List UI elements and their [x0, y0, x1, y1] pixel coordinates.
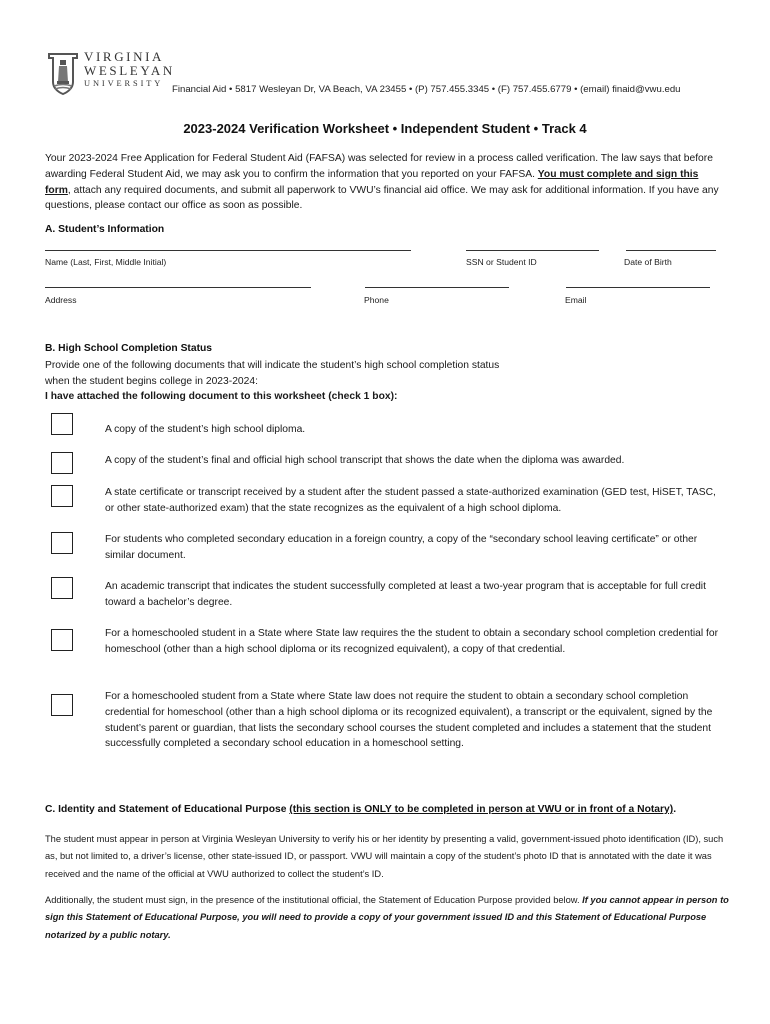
section-b-intro-2: when the student begins college in 2023-2024: [45, 376, 258, 387]
intro-emphasis: You must complete and sign this form [45, 168, 699, 196]
section-c-title: C. Identity and Statement of Educational Purpose [45, 804, 290, 815]
option-state-certificate: A state certificate or transcript received by a student after the student passed a state-authorized examination (GED test, HiSET, TASC, or other state-authorized exam) that the state recognizes as the equivalent of a high school diploma. [105, 487, 716, 514]
phone-field-line[interactable] [365, 287, 509, 288]
dob-field-line[interactable] [626, 250, 716, 251]
ssn-field-line[interactable] [466, 250, 599, 251]
section-c-paragraph-2 [45, 892, 729, 944]
option-homeschool-transcript: For a homeschooled student from a State where State law does not require the student to obtain a secondary school completion credential for homeschool (other than a high school diploma or its recognized equivalent), a transcript or the equivalent, signed by the student’s parent or guardian, that lists the secondary school courses the student completed and includes a statement that the student successfully completed a secondary school education in a homeschool setting. [105, 691, 713, 750]
logo-wordmark [84, 50, 175, 88]
option-academic-transcript: An academic transcript that indicates the student successfully completed at least a two-year program that is acceptable for full credit toward a bachelor’s degree. [105, 581, 706, 608]
checkbox-diploma[interactable] [51, 413, 73, 435]
section-b-instruction: I have attached the following document to this worksheet (check 1 box): [45, 391, 398, 402]
email-field-label: Email [565, 295, 587, 305]
logo-line-2: WESLEYAN [84, 63, 175, 78]
checkbox-academic-transcript[interactable] [51, 577, 73, 599]
option-transcript: A copy of the student’s final and official high school transcript that shows the date when the diploma was awarded. [105, 455, 625, 466]
university-logo [46, 49, 175, 98]
phone-field-label: Phone [364, 295, 389, 305]
address-field-line[interactable] [45, 287, 311, 288]
section-c-heading-end: . [673, 804, 677, 815]
checkbox-homeschool-credential[interactable] [51, 629, 73, 651]
section-c-text: Additionally, the student must sign, in the presence of the institutional official, the Statement of Education Purpose provided below. [45, 895, 583, 905]
document-title: 2023-2024 Verification Worksheet • Independent Student • Track 4 [183, 121, 587, 136]
option-diploma: A copy of the student’s high school diploma. [105, 424, 306, 435]
intro-text-1: Your 2023-2024 Free Application for Federal Student Aid (FAFSA) was selected for review in a process called verification. The law says that before awarding Federal Student Aid, we may ask you to confirm the information that you reported on your FAFSA. [45, 153, 713, 180]
section-c-note: (this section is ONLY to be completed in person at VWU or in front of a Notary) [289, 804, 674, 815]
checkbox-transcript[interactable] [51, 452, 73, 474]
name-field-line[interactable] [45, 250, 411, 251]
checkbox-foreign-certificate[interactable] [51, 532, 73, 554]
logo-line-1: VIRGINIA [84, 49, 165, 64]
lighthouse-logo-icon [46, 52, 80, 96]
logo-line-3: UNIVERSITY [84, 79, 164, 88]
option-foreign-certificate: For students who completed secondary education in a foreign country, a copy of the “secondary school leaving certificate” or other similar document. [105, 534, 698, 561]
intro-paragraph [45, 151, 725, 214]
address-field-label: Address [45, 295, 77, 305]
section-c-paragraph-1: The student must appear in person at Virginia Wesleyan University to verify his or her identity by presenting a valid, government-issued photo identification (ID), such as, but not limited to, a driver’s license, other state-issued ID, or passport. VWU will maintain a copy of the student’s photo ID that is annotated with the date it was received and the name of the official at VWU authorized to collect the student’s ID. [45, 834, 724, 879]
section-c-heading [45, 804, 676, 815]
contact-info: Financial Aid • 5817 Wesleyan Dr, VA Beach, VA 23455 • (P) 757.455.3345 • (F) 757.455.6779 • (email) finaid@vwu.edu [172, 84, 681, 95]
ssn-field-label: SSN or Student ID [466, 257, 537, 267]
dob-field-label: Date of Birth [624, 257, 672, 267]
letterhead [46, 50, 726, 100]
section-b-heading: B. High School Completion Status [45, 343, 213, 354]
checkbox-state-certificate[interactable] [51, 485, 73, 507]
name-field-label: Name (Last, First, Middle Initial) [45, 257, 167, 267]
email-field-line[interactable] [566, 287, 710, 288]
option-homeschool-credential: For a homeschooled student in a State where State law requires the the student to obtain a secondary school completion credential for homeschool (other than a high school diploma or its recognized equivalent), a copy of that credential. [105, 628, 719, 655]
section-b-intro-1: Provide one of the following documents that will indicate the student’s high school completion status [45, 360, 500, 371]
checkbox-homeschool-transcript[interactable] [51, 694, 73, 716]
section-a-heading: A. Student’s Information [45, 224, 165, 235]
intro-text-2: , attach any required documents, and submit all paperwork to VWU’s financial aid office. We may ask for additional information. If you have any questions, please contact our office as soon as possible. [45, 184, 719, 212]
section-c-emphasis: If you cannot appear in person to sign this Statement of Educational Purpose, you will need to provide a copy of your government issued ID and this Statement of Educational Purpose notarized by a public notary. [45, 895, 729, 940]
